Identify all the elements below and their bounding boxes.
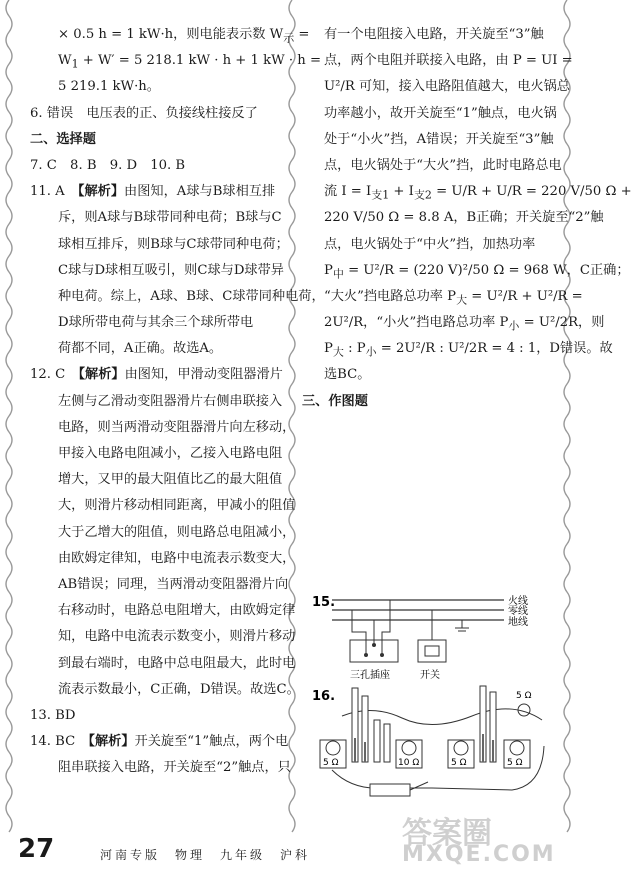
right-line-12: $P_大$ : $P_小 = 2U^2/R$ : U²/2R = 4 : 1，D错误。故 [324, 341, 613, 359]
left-line-16: 甲接入电路电阻减小，乙接入电路电阻 [58, 446, 283, 461]
left-line-21: AB错误；同理，当两滑动变阻器滑片向 [58, 576, 289, 592]
left-line-23: 知，电路中电流表示数变小，则滑片移动 [58, 629, 296, 645]
left-line-22: 右移动时，电路总电阻增大，由欧姆定律 [58, 603, 296, 619]
left-line-6: 11. A 【解析】由图知，A球与B球相互排 [30, 184, 276, 200]
right-line-0: 有一个电阻接入电路，开关旋至“3”触 [324, 27, 544, 42]
left-line-12: 荷都不同，A正确。故选A。 [58, 341, 223, 357]
left-wavy-border [3, 0, 15, 872]
socket-hole-left [364, 653, 368, 657]
left-line-17: 增大，又甲的最大阻值比乙的最大阻值 [58, 472, 283, 488]
ground-line-label: 地线 [508, 617, 528, 628]
left-line-2: 5 219.1 kW·h。 [58, 79, 160, 95]
right-line-13: 选BC。 [324, 367, 371, 383]
figure-16-joule-heating-apparatus [312, 686, 562, 806]
left-line-14: 左侧与乙滑动变阻器滑片右侧串联接入 [58, 393, 283, 409]
right-line-9: $P_中 = U^2/R = (220$ V)²/50 Ω = 968 W，C正确； [324, 262, 630, 281]
watermark-url: MXQE.COM [402, 842, 556, 867]
left-line-18: 大，则滑片移动相同距离，甲减小的阻值 [58, 498, 296, 514]
right-line-14: 三、作图题 [302, 393, 368, 409]
left-line-27: 14. BC 【解析】开关旋至“1”触点，两个电 [30, 734, 289, 750]
page-number: 27 [18, 834, 55, 864]
left-line-0: × 0.5 h = 1 kW·h，则电能表示数 $W_示$ = [58, 27, 310, 45]
resistor-label-2: 10 Ω [398, 758, 420, 768]
left-line-5: 7. C 8. B 9. D 10. B [30, 157, 186, 173]
left-line-15: 电路，则当两滑动变阻器滑片向左移动， [58, 419, 296, 435]
right-line-8: 点，电火锅处于“中火”挡，加热功率 [324, 236, 536, 252]
left-line-19: 大于乙增大的阻值，则电路总电阻减小， [58, 524, 296, 540]
right-line-7: 220 V/50 Ω = 8.8 A，B正确；开关旋至“2”触 [324, 210, 604, 226]
right-line-4: 处于“小火”挡，A错误；开关旋至“3”触 [324, 131, 554, 147]
left-line-24: 到最右端时，电路中总电阻最大，此时电 [58, 655, 296, 671]
fig15-number: 15. [312, 595, 336, 610]
socket-label: 三孔插座 [350, 670, 390, 681]
resistor-label-4: 5 Ω [451, 758, 467, 768]
fig16-number: 16. [312, 689, 336, 704]
right-line-6: 流 $I = I_{支1} + I_{支2} = U/R + U/R = 220$ V/50 Ω + [324, 184, 632, 202]
resistor-label-5: 5 Ω [507, 758, 523, 768]
left-line-28: 阻串联接入电路，开关旋至“2”触点，只 [58, 760, 291, 776]
left-line-11: D球所带电荷与其余三个球所带电 [58, 315, 254, 331]
left-line-20: 由欧姆定律知，电路中电流表示数变大， [58, 550, 296, 566]
socket-hole-top [372, 643, 376, 647]
switch-label: 开关 [420, 670, 440, 681]
left-line-13: 12. C 【解析】由图知，甲滑动变阻器滑片 [30, 367, 283, 383]
left-line-1: $W_1 + W' = 5$ 218.1 kW · h + 1 kW · h = [58, 53, 321, 71]
left-line-25: 流表示数最小，C正确，D错误。故选C。 [58, 681, 300, 697]
right-wavy-border [561, 0, 573, 872]
left-line-10: 种电荷。综上，A球、B球、C球带同种电荷， [58, 288, 325, 304]
right-line-5: 点，电火锅处于“大火”挡，此时电路总电 [324, 157, 562, 173]
right-line-2: U²/R 可知，接入电路阻值越大，电火锅总 [324, 79, 570, 95]
right-line-11: 2U²/R，“小火”挡电路总功率 $P_小 = U^2/2R$，则 [324, 315, 605, 333]
left-line-3: 6. 错误 电压表的正、负接线柱接反了 [30, 105, 258, 121]
footer [0, 828, 576, 872]
left-line-8: 球相互排斥，则B球与C球带同种电荷； [58, 236, 289, 252]
figure-15-house-wiring [312, 592, 552, 684]
socket-hole-right [380, 653, 384, 657]
right-line-1: 点，两个电阻并联接入电路，由 P = UI = [324, 53, 573, 69]
resistor-label-6: 5 Ω [516, 691, 532, 701]
fire-line-label: 火线 [508, 596, 528, 607]
left-line-9: C球与D球相互吸引，则C球与D球带异 [58, 262, 284, 278]
watermark-logo: 答案圈 [402, 816, 492, 851]
left-line-7: 斥，则A球与B球带同种电荷；B球与C [58, 210, 282, 226]
left-line-4: 二、选择题 [30, 131, 96, 147]
zero-line-label: 零线 [508, 606, 528, 617]
right-column [302, 22, 632, 415]
right-line-10: “大火”挡电路总功率 $P_大 = U^2/R + U^2/R$ = [324, 288, 583, 307]
left-line-26: 13. BD [30, 707, 76, 723]
resistor-label-1: 5 Ω [323, 758, 339, 768]
right-line-3: 功率越小，故开关旋至“1”触点，电火锅 [324, 105, 557, 121]
battery-switch [370, 784, 410, 796]
footer-text: 河南专版 物理 九年级 沪科 [100, 848, 311, 862]
